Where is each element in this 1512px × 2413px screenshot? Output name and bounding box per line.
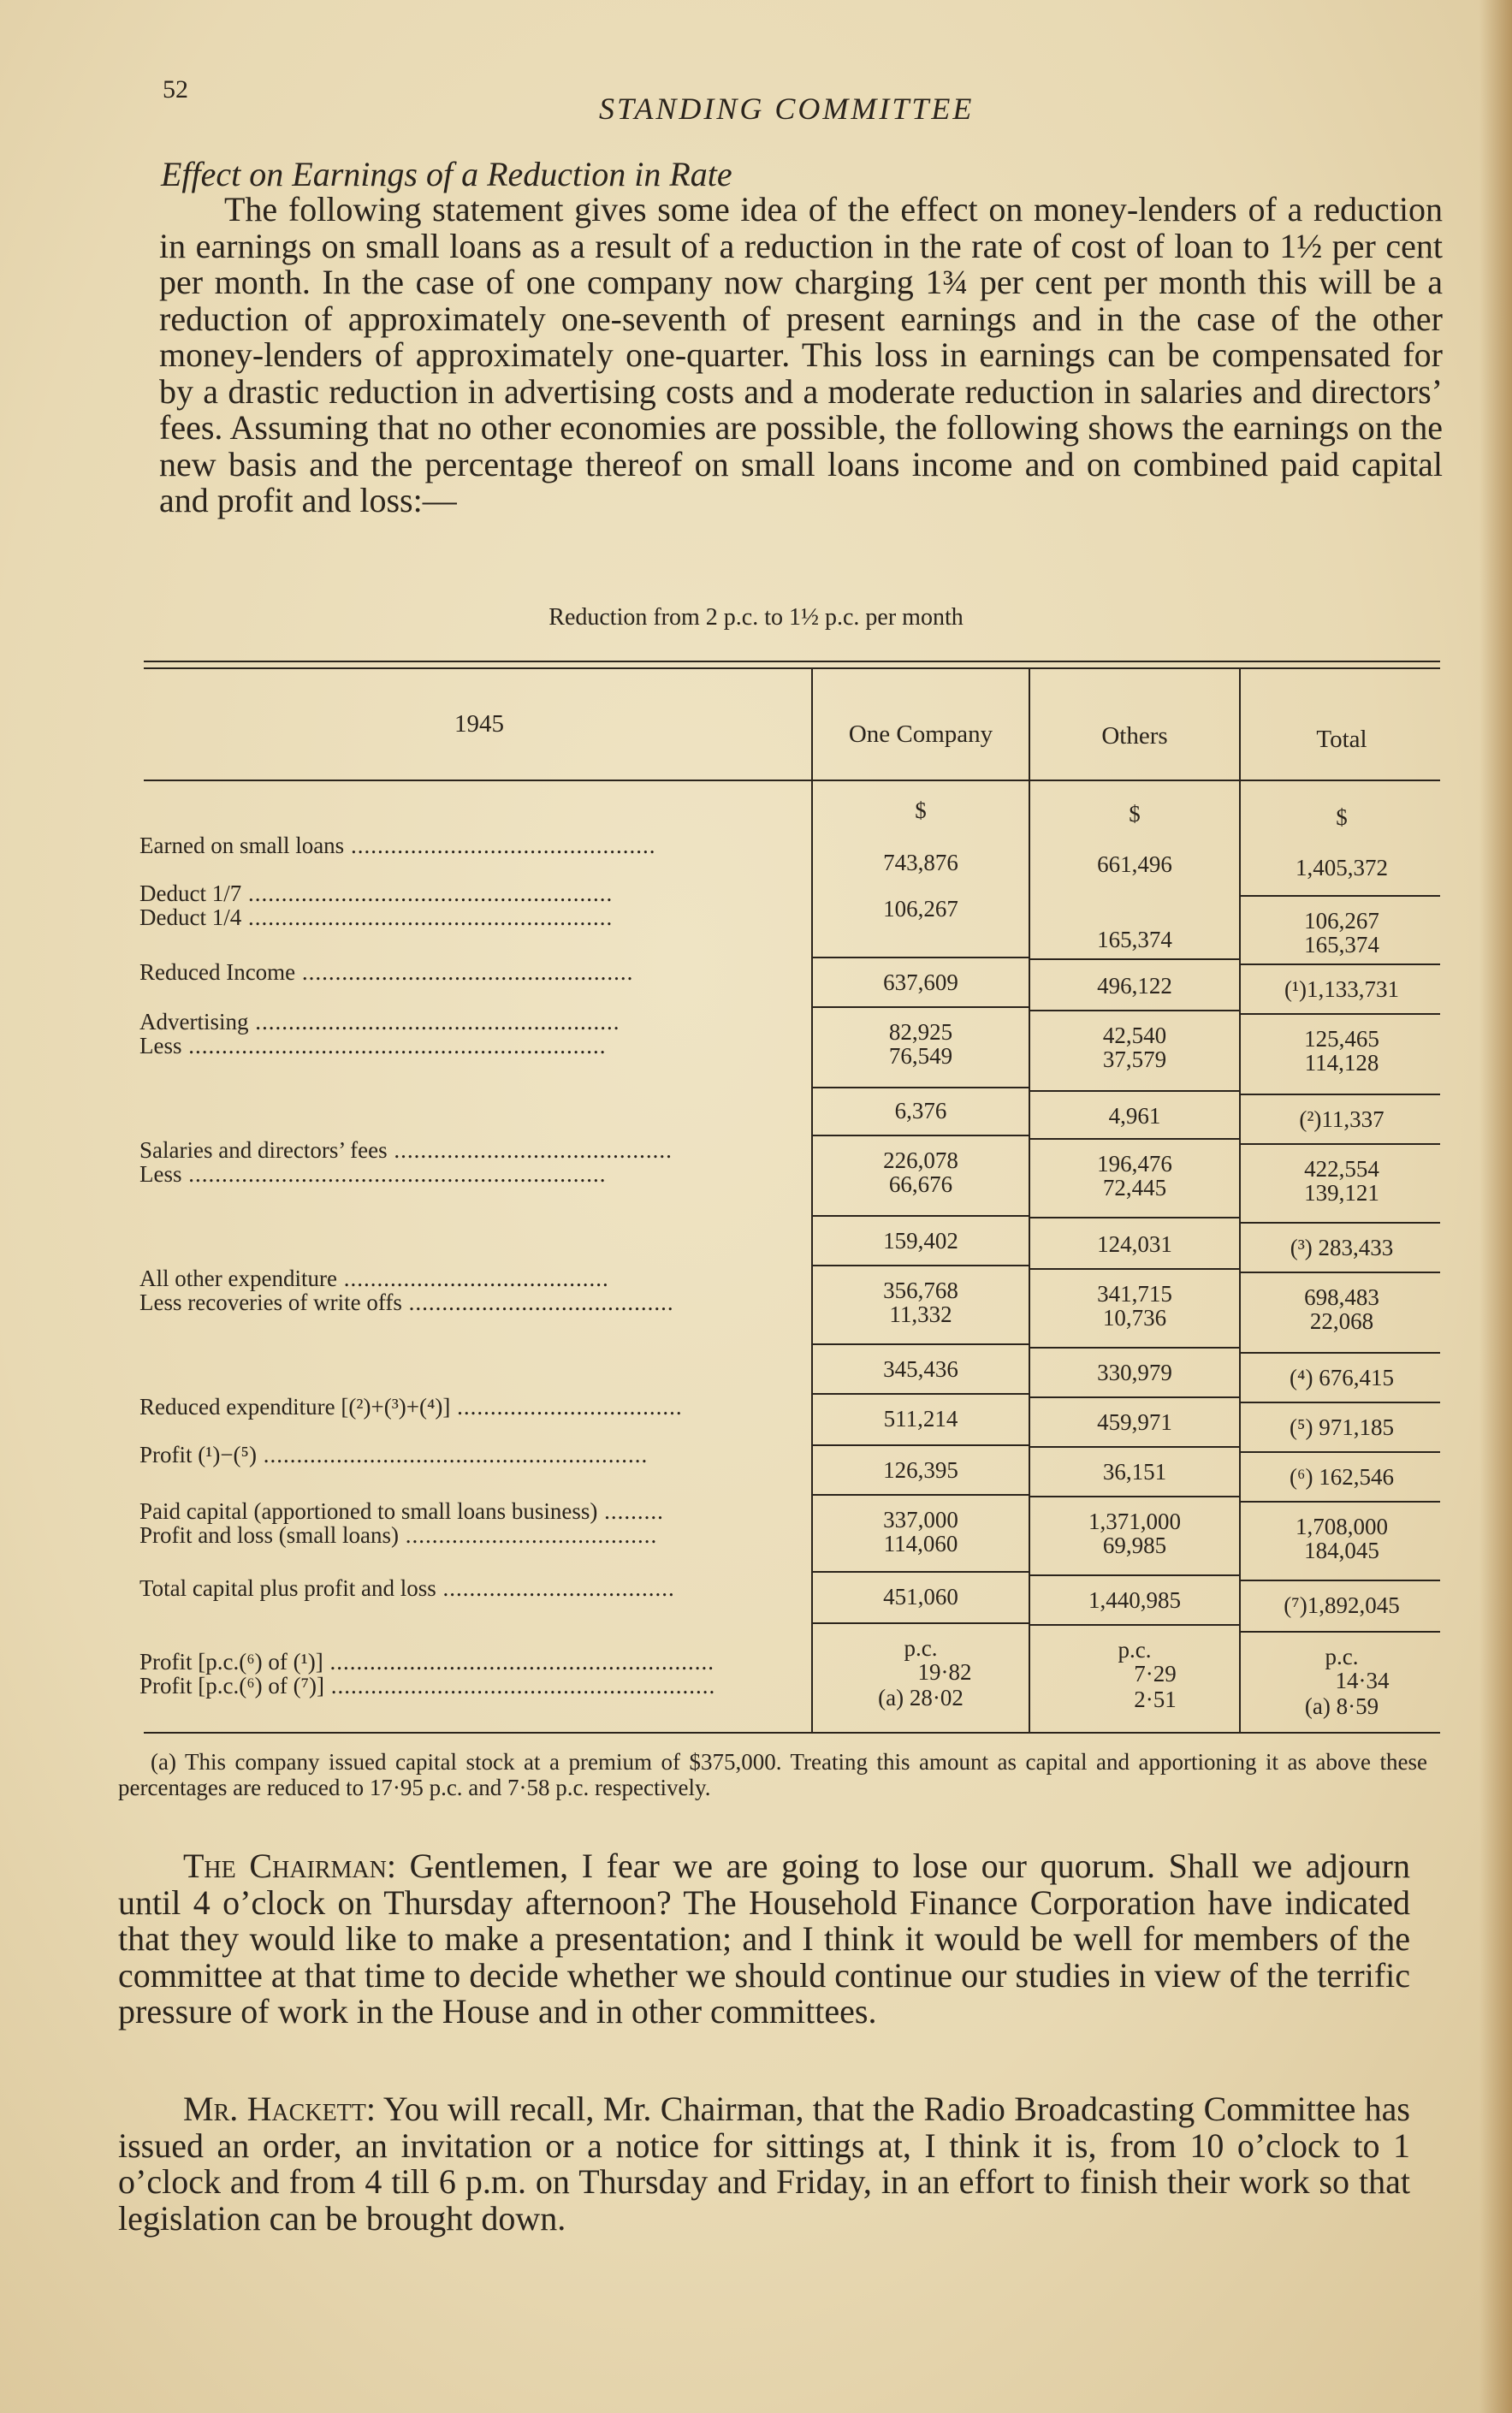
column-rule-2 (1029, 667, 1030, 1732)
row-label: Salaries and directors’ fees .......................................... (139, 1138, 673, 1163)
row-label: Profit [p.c.(⁶) of (⁷)] .......................................................... (139, 1674, 716, 1699)
cell-total: (⁶) 162,546 (1290, 1464, 1394, 1490)
row-label: Deduct 1/7 ....................................................... (139, 881, 614, 906)
cell-others: 72,445 (1102, 1175, 1167, 1201)
cell-one-company: (a) 28·02 (878, 1685, 964, 1710)
cell-others: 661,496 (1097, 851, 1172, 877)
cell-rule (1239, 1451, 1440, 1453)
cell-rule (811, 1571, 1029, 1573)
speech-text: : You will recall, Mr. Chairman, that the Radio Broadcasting Committee has issued an order, an invitation or a notice for sittings at, I think it is, from 10 o’clock to 1 o’clock and from 4 till 6 p.m. on Thursday and Friday, in an effort to finish their work so that legislation can be brought down. (118, 2090, 1410, 2238)
cell-others: 165,374 (1097, 927, 1172, 952)
cell-total: (⁵) 971,185 (1290, 1414, 1394, 1440)
cell-rule (1239, 1013, 1440, 1015)
cell-total: 1,708,000 (1296, 1514, 1388, 1539)
cell-one-company: 19·82 (917, 1659, 972, 1685)
column-header-one-company: One Company (848, 720, 993, 748)
cell-others: 496,122 (1097, 973, 1172, 999)
table-caption: Reduction from 2 p.c. to 1½ p.c. per month (548, 604, 964, 631)
cell-others: 36,151 (1102, 1459, 1167, 1485)
cell-rule (1029, 1624, 1241, 1626)
cell-others: 37,579 (1102, 1046, 1167, 1072)
cell-one-company: 126,395 (883, 1457, 958, 1483)
cell-one-company: 159,402 (883, 1228, 958, 1254)
cell-others: 124,031 (1097, 1231, 1172, 1257)
cell-total: 125,465 (1304, 1026, 1379, 1052)
cell-rule (811, 1494, 1029, 1496)
row-label: Profit (¹)−(⁵) .......................................................... (139, 1443, 649, 1467)
cell-one-company: 511,214 (883, 1406, 958, 1432)
cell-one-company: 451,060 (883, 1584, 958, 1610)
row-label: Less ............................................................... (139, 1034, 607, 1058)
cell-rule (1029, 958, 1241, 960)
table-bottom-rule (144, 1732, 1440, 1734)
cell-rule (811, 1135, 1029, 1136)
cell-rule (1239, 1352, 1440, 1354)
cell-rule (811, 1215, 1029, 1217)
cell-total: (¹)1,133,731 (1284, 976, 1400, 1002)
cell-one-company: 76,549 (888, 1043, 953, 1069)
cell-others: 69,985 (1102, 1533, 1167, 1558)
table-footnote: (a) This company issued capital stock at a premium of $375,000. Treating this amount as capital and apportioning it as above these percentages are reduced to 17·95 p.c. and 7·58 p.c. respectively. (118, 1749, 1427, 1800)
cell-others: 1,371,000 (1088, 1509, 1181, 1534)
year-header: 1945 (454, 710, 504, 738)
speaker-name: The Chairman (183, 1847, 387, 1885)
cell-one-company: 226,078 (883, 1147, 958, 1173)
intro-paragraph: The following statement gives some idea of the effect on money-lenders of a reduction in earnings on small loans as a result of a reduction in the rate of cost of loan to 1½ per cent per month. In the case of one company now charging 1¾ per cent per month this will be a reduction of approximately one-seventh of present earnings and in the case of the other money-lenders of approximately one-quarter. This loss in earnings can be compensated for by a drastic reduction in advertising costs and a moderate reduction in salaries and directors’ fees. Assuming that no other economies are possible, the following shows the earnings on the new basis and the percentage thereof on small loans income and on combined paid capital and profit and loss:— (159, 190, 1443, 519)
header-bottom-rule (144, 780, 1440, 781)
cell-rule (1029, 1090, 1241, 1092)
currency-total: $ (1336, 804, 1348, 830)
cell-rule (811, 1343, 1029, 1345)
column-header-total: Total (1316, 726, 1367, 753)
pc-label-others: p.c. (1118, 1637, 1152, 1663)
cell-others: 1,440,985 (1088, 1587, 1181, 1613)
cell-one-company: 345,436 (883, 1356, 958, 1382)
cell-others: 341,715 (1097, 1281, 1172, 1307)
cell-total: 1,405,372 (1296, 855, 1388, 880)
cell-others: 196,476 (1097, 1151, 1172, 1177)
cell-rule (1029, 1347, 1241, 1349)
cell-rule (1239, 1143, 1440, 1145)
cell-one-company: 106,267 (883, 896, 958, 922)
cell-rule (1239, 1501, 1440, 1503)
speaker-name: Mr. Hackett (183, 2090, 366, 2128)
cell-others: 4,961 (1108, 1103, 1161, 1129)
cell-one-company: 743,876 (883, 850, 958, 875)
speech-hackett (118, 2091, 1410, 2237)
cell-rule (1239, 1631, 1440, 1633)
cell-total: 165,374 (1304, 932, 1379, 957)
speech-text: : Gentlemen, I fear we are going to lose our quorum. Shall we adjourn until 4 o’clock on Thursday afternoon? The Household Finance Corporation have indicated that they would like to make a presentation; and I think it would be well for members of the committee at that time to decide whether we should continue our studies in view of the terrific pressure of work in the House and in other committees. (118, 1847, 1410, 2031)
cell-rule (1029, 1396, 1241, 1398)
cell-total: 139,121 (1304, 1180, 1379, 1206)
row-label: Profit and loss (small loans) ...................................... (139, 1523, 658, 1548)
row-label: All other expenditure ........................................ (139, 1266, 609, 1291)
cell-rule (1029, 1574, 1241, 1576)
cell-total: 184,045 (1304, 1538, 1379, 1563)
cell-total: 698,483 (1304, 1284, 1379, 1310)
cell-others: 10,736 (1102, 1305, 1167, 1331)
cell-total: 114,128 (1304, 1050, 1379, 1076)
page-number: 52 (163, 75, 188, 104)
section-title: Effect on Earnings of a Reduction in Rate (161, 155, 732, 193)
cell-one-company: 637,609 (883, 969, 958, 995)
cell-rule (1239, 1402, 1440, 1403)
row-label: Total capital plus profit and loss ................................... (139, 1576, 675, 1601)
cell-total: 14·34 (1335, 1668, 1390, 1693)
row-label: Deduct 1/4 ....................................................... (139, 905, 614, 930)
cell-rule (811, 1006, 1029, 1008)
pc-label-total: p.c. (1325, 1644, 1359, 1669)
table-top-rule-2 (144, 667, 1440, 669)
cell-others: 42,540 (1102, 1023, 1167, 1048)
cell-rule (1029, 1496, 1241, 1497)
row-label: Less recoveries of write offs ........................................ (139, 1290, 674, 1315)
cell-total: 422,554 (1304, 1156, 1379, 1182)
cell-total: 22,068 (1309, 1308, 1374, 1334)
cell-one-company: 114,060 (883, 1531, 958, 1556)
running-head: STANDING COMMITTEE (599, 92, 975, 126)
cell-rule (1239, 1580, 1440, 1581)
cell-others: 7·29 (1134, 1661, 1177, 1687)
cell-one-company: 11,332 (889, 1301, 952, 1327)
cell-total: (³) 283,433 (1290, 1235, 1394, 1260)
row-label: Less ............................................................... (139, 1162, 607, 1187)
cell-rule (1239, 1272, 1440, 1273)
cell-rule (1029, 1217, 1241, 1218)
row-label: Paid capital (apportioned to small loans business) ......... (139, 1499, 664, 1524)
cell-one-company: 356,768 (883, 1278, 958, 1303)
cell-rule (811, 1393, 1029, 1395)
cell-rule (1239, 1222, 1440, 1224)
cell-total: (²)11,337 (1299, 1106, 1385, 1132)
currency-others: $ (1129, 801, 1141, 827)
column-rule-3 (1239, 667, 1241, 1732)
cell-others: 2·51 (1134, 1687, 1177, 1712)
cell-rule (1029, 1268, 1241, 1270)
cell-one-company: 66,676 (888, 1171, 953, 1197)
cell-rule (1239, 963, 1440, 965)
cell-one-company: 337,000 (883, 1507, 958, 1533)
speech-chairman (118, 1848, 1410, 2031)
row-label: Profit [p.c.(⁶) of (¹)] .......................................................... (139, 1650, 714, 1675)
row-label: Advertising ....................................................... (139, 1010, 620, 1035)
cell-rule (1029, 1010, 1241, 1011)
row-label: Reduced Income .................................................. (139, 960, 634, 985)
page-edge-shadow (1479, 0, 1512, 2413)
table-top-rule (144, 661, 1440, 662)
cell-one-company: 6,376 (894, 1098, 947, 1123)
cell-rule (811, 1444, 1029, 1446)
column-header-others: Others (1101, 722, 1168, 750)
cell-total: 106,267 (1304, 908, 1379, 934)
cell-total: (⁷)1,892,045 (1284, 1592, 1400, 1618)
cell-rule (811, 1087, 1029, 1088)
row-label: Reduced expenditure [(²)+(³)+(⁴)] .................................. (139, 1395, 683, 1420)
cell-rule (811, 957, 1029, 958)
cell-one-company: 82,925 (888, 1019, 953, 1045)
pc-label-one-company: p.c. (904, 1635, 938, 1661)
currency-one-company: $ (915, 797, 927, 823)
cell-rule (811, 1265, 1029, 1266)
cell-rule (1029, 1138, 1241, 1140)
cell-rule (1029, 1446, 1241, 1448)
row-label: Earned on small loans .............................................. (139, 833, 656, 858)
cell-total: (a) 8·59 (1304, 1693, 1379, 1719)
cell-others: 459,971 (1097, 1409, 1172, 1435)
cell-rule (811, 1622, 1029, 1624)
cell-rule (1239, 895, 1440, 897)
cell-others: 330,979 (1097, 1360, 1172, 1385)
cell-total: (⁴) 676,415 (1290, 1365, 1394, 1390)
cell-rule (1239, 1094, 1440, 1095)
